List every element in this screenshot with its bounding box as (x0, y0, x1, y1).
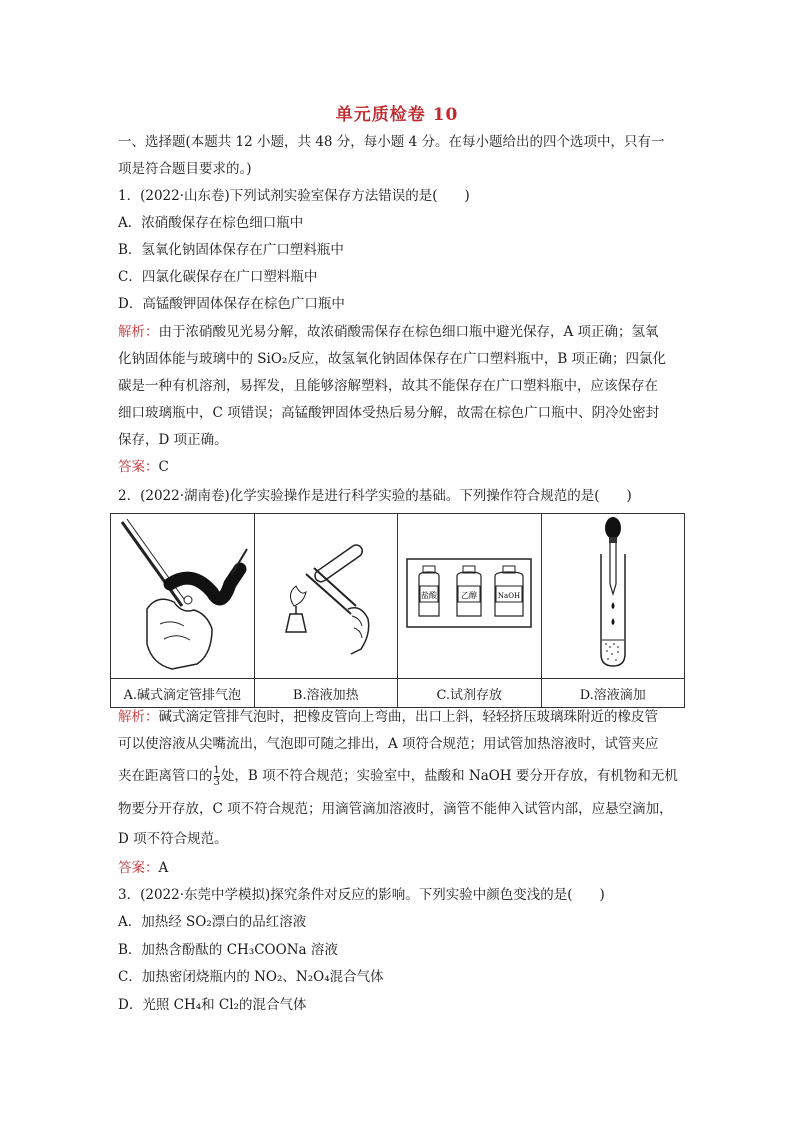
bottle-naoh-icon (495, 566, 523, 616)
q1-stem: 1．(2022·山东卷)下列试剂实验室保存方法错误的是( ) (118, 188, 470, 204)
q1-option-a: A．浓硝酸保存在棕色细口瓶中 (118, 215, 304, 231)
burette-hand-icon (112, 514, 252, 674)
figure-d-dropping (541, 514, 685, 679)
reagent-bottles-shelf (399, 514, 539, 674)
figure-b-heating (254, 514, 398, 679)
q2-analysis-line-5: D 项不符合规范。 (118, 831, 228, 847)
q1-analysis-line-4: 细口玻璃瓶中，C 项错误；高锰酸钾固体受热后易分解，故需在棕色广口瓶中、阴冷处密封 (118, 405, 660, 421)
q2-answer: 答案：A (118, 860, 169, 876)
q1-answer-label: 答案： (118, 459, 159, 475)
q2-analysis-line-2: 可以使溶液从尖嘴流出，气泡即可随之排出，A 项符合规范；用试管加热溶液时，试管夹应 (118, 736, 659, 752)
dropper-test-tube-icon (543, 514, 683, 674)
figure-c-reagent-storage (398, 514, 542, 679)
page-title: 单元质检卷 10 (335, 105, 459, 125)
q3-stem: 3．(2022·东莞中学模拟)探究条件对反应的影响。下列实验中颜色变浅的是( ) (118, 887, 605, 903)
caption-c: C.试剂存放 (398, 679, 542, 708)
q2-analysis-line-1: 解析：碱式滴定管排气泡时，把橡皮管向上弯曲，出口上斜，轻轻挤压玻璃珠附近的橡皮管 (118, 709, 658, 725)
q2-stem: 2．(2022·湖南卷)化学实验操作是进行科学实验的基础。下列操作符合规范的是( ) (118, 488, 632, 504)
test-tube-heating-icon (256, 514, 396, 674)
q2-analysis-line-4: 物要分开存放，C 项不符合规范；用滴管滴加溶液时，滴管不能伸入试管内部，应悬空滴加， (118, 801, 673, 817)
caption-d: D.溶液滴加 (541, 679, 685, 708)
q1-option-b: B．氢氧化钠固体保存在广口塑料瓶中 (118, 242, 344, 258)
bottle-label-hcl: 盐酸 (421, 591, 438, 600)
q1-analysis-line-2: 化钠固体能与玻璃中的 SiO₂反应，故氢氧化钠固体保存在广口塑料瓶中，B 项正确；四氯化 (118, 351, 667, 367)
q2-answer-label: 答案： (118, 860, 159, 876)
q3-option-b: B．加热含酚酞的 CH₃COONa 溶液 (118, 942, 338, 958)
q1-option-d: D．高锰酸钾固体保存在棕色广口瓶中 (118, 296, 345, 312)
figure-a-burette (111, 514, 255, 679)
fraction-one-third: $\frac{1}{3}$ (213, 765, 220, 788)
q3-option-c: C．加热密闭烧瓶内的 NO₂、N₂O₄混合气体 (118, 969, 384, 985)
q3-option-a: A．加热经 SO₂漂白的品红溶液 (118, 914, 307, 930)
q1-analysis-label: 解析： (118, 324, 159, 340)
section-intro-line-1: 一、选择题(本题共 12 小题，共 48 分，每小题 4 分。在每小题给出的四个选项中，只有一 (118, 134, 665, 150)
q2-analysis-line-3: 夹在距离管口的 $\frac{1}{3}$ 处，B 项不符合规范；实验室中，盐酸和 NaOH 要分开存放，有机物和无机 (118, 765, 678, 788)
q2-analysis-label: 解析： (118, 709, 159, 725)
q1-answer: 答案：C (118, 459, 169, 475)
caption-b: B.溶液加热 (254, 679, 398, 708)
caption-a: A.碱式滴定管排气泡 (111, 679, 255, 708)
q1-analysis-line-5: 保存，D 项正确。 (118, 432, 228, 448)
q1-analysis-line-1: 解析：由于浓硝酸见光易分解，故浓硝酸需保存在棕色细口瓶中避光保存，A 项正确；氢氧 (118, 324, 659, 340)
q2-figure-table (110, 513, 685, 708)
q1-option-c: C．四氯化碳保存在广口塑料瓶中 (118, 269, 318, 285)
q3-option-d: D．光照 CH₄和 Cl₂的混合气体 (118, 997, 307, 1013)
section-intro-line-2: 项是符合题目要求的。) (118, 161, 252, 177)
bottle-label-ethanol: 乙醇 (461, 591, 478, 600)
q1-analysis-line-3: 碳是一种有机溶剂，易挥发，且能够溶解塑料，故其不能保存在广口塑料瓶中，应该保存在 (118, 378, 658, 394)
bottle-label-naoh: NaOH (498, 592, 521, 600)
